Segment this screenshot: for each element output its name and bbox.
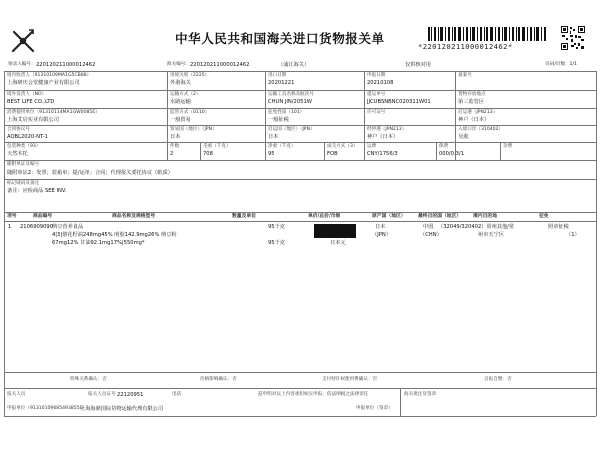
phone-label: 电话 [172, 392, 182, 397]
documents-label: 随附单证及编号 [7, 162, 40, 167]
declare-date-label: 申报日期 [367, 73, 386, 78]
item-spec-line2: 67mg12% 甘油92.1mg17%|550mg* [52, 240, 145, 246]
item-domestic-line2: 州市天宁区 [478, 232, 504, 238]
storage-label: 货物存放地点 [458, 92, 486, 97]
documents-value: 随附单证2：发票；装箱单；提/运单；合同；代理报关委托协议（纸质） [7, 170, 173, 176]
net-weight-value: 95 [268, 151, 275, 157]
transit-port-value: 神户（日本） [367, 134, 399, 140]
agent-seal-label: 申报单位（签章） [356, 406, 393, 411]
item-dest-line2: （CHN） [420, 232, 442, 238]
contract-label: 合同协议号 [7, 127, 30, 132]
pieces-label: 件数 [170, 144, 180, 149]
bill-of-lading-value: JJCUBSNBNC020311W01 [367, 99, 431, 105]
item-currency: 日本元 [330, 240, 346, 246]
declarant-cert-value: 22120951 [117, 391, 144, 398]
col-qty: 数量及单位 [232, 213, 256, 219]
deal-terms-label: 成交方式（3） [327, 144, 358, 149]
entry-port-value: 吴淞 [458, 134, 469, 140]
customs-remark-label: 海关批注及签章 [404, 392, 437, 397]
declarant-label: 报关人员 [7, 392, 26, 397]
record-label: 备案号 [458, 73, 472, 78]
misc-fee-value: 000/0.3/1 [439, 151, 464, 157]
freight-value: CNY/1756/3 [367, 151, 398, 157]
marks-value: 备注：应检商品 SEE INV. [7, 188, 67, 194]
trade-country-label: 贸易国（地区）（JPN） [170, 127, 217, 132]
col-seq: 项号 [7, 213, 17, 219]
form-title: 中华人民共和国海关进口货物报关单 [175, 31, 385, 46]
redacted-price [314, 224, 356, 238]
col-code: 商品编号 [33, 213, 53, 219]
price-impact: 价格影响确认：否 [200, 377, 237, 382]
item-origin-line1: 日本 [375, 224, 386, 230]
declaration-statement: 兹申明对以上内容承担如实申报、依法纳税之法律责任 [258, 392, 369, 397]
preentry-label: 预录入编号： [8, 62, 36, 67]
item-origin-line2: （JPN） [372, 232, 391, 238]
customs-no-label: 海关编号： [167, 62, 190, 67]
supervision-value: 一般贸易 [170, 117, 191, 123]
depart-country-value: 日本 [268, 134, 279, 140]
storage-value: 第三监管区 [458, 99, 484, 105]
entry-port-label: 入境口岸（310402） [458, 127, 504, 132]
declarant-cert-label: 报关人员证号 [88, 392, 116, 397]
verify-note: 仅供核对用 [405, 61, 431, 68]
customs-emblem [8, 26, 38, 56]
freight-label: 运费 [367, 144, 377, 149]
customs-no: 220120211000012462 [190, 61, 250, 68]
license-label: 许可证号 [367, 110, 386, 115]
consignee-value: 上海研庆会堂健康产业有限公司 [7, 80, 80, 86]
col-levy: 征免 [539, 213, 549, 219]
misc-fee-label: 杂费 [503, 144, 513, 149]
item-qty2: 95千克 [268, 240, 285, 246]
royalty-confirm: 支付特许权使用费确认：否 [322, 377, 378, 382]
col-origin: 原产国（地区） [372, 213, 406, 219]
shipper-value: BEST LIFE CO.,LTD [7, 99, 55, 105]
vessel-value: CHUN JIN/2051W [268, 99, 312, 105]
contract-value: AQBL2020-NT-1 [7, 134, 48, 140]
item-code: 2106909090 [20, 224, 54, 230]
deal-terms-value: FOB [327, 151, 338, 157]
insurance-label: 保费 [439, 144, 449, 149]
barcode-number: *220120211000012462* [418, 42, 513, 51]
import-date-label: 进口日期 [268, 73, 287, 78]
special-relation: 特殊关系确认：否 [70, 377, 107, 382]
consumer-label: 消费使用单位（91310114MA1GW0085E） [7, 110, 100, 115]
net-weight-label: 净重（千克） [268, 144, 296, 149]
item-levy-line2: （1） [566, 232, 580, 238]
item-dest-line1: 中国 [423, 224, 434, 230]
supervision-label: 监管方式（0110） [170, 110, 210, 115]
preentry-no: 220120211000012462 [36, 61, 96, 68]
origin-port-value: 神户（日本） [458, 117, 490, 123]
package-value: 天然木托 [7, 151, 28, 157]
item-qty1: 95千克 [268, 224, 285, 230]
item-levy-line1: 照章征税 [548, 224, 569, 230]
tax-nature-label: 征免性质（101） [268, 110, 305, 115]
tax-nature-value: 一般征税 [268, 117, 289, 123]
page-count: 页码/页数：1/1 [545, 62, 577, 67]
marks-label: 标记唛码及备注 [7, 181, 40, 186]
gross-weight-label: 毛重（千克） [203, 144, 231, 149]
transit-port-label: 经停港（JPN213） [367, 127, 407, 132]
consignee-label: 境内收货人（91310109MA1G5CB88） [7, 73, 92, 78]
vessel-label: 运输工具名称及航次号 [268, 92, 314, 97]
origin-port-label: 启运港（JPN213） [458, 110, 498, 115]
qr-code [561, 26, 585, 50]
gross-weight-value: 708 [203, 151, 213, 157]
shipper-label: 境外发货人（NO） [7, 92, 47, 97]
entry-port-customs-label: 进境关别（2225） [170, 73, 210, 78]
barcode [428, 26, 548, 40]
customs-office: （浦江海关） [278, 61, 310, 68]
col-domestic: 境内目的地 [473, 213, 497, 219]
import-date-value: 20201221 [268, 80, 295, 86]
trade-country-value: 日本 [170, 134, 181, 140]
transport-label: 运输方式（2） [170, 92, 201, 97]
pieces-value: 2 [170, 151, 174, 157]
self-declare: 自报自缴：否 [484, 377, 512, 382]
bill-of-lading-label: 提运单号 [367, 92, 386, 97]
item-domestic-line1: （32049/320402）常州其他/常 [438, 224, 515, 230]
depart-country-label: 启运国（地区）（JPN） [268, 127, 315, 132]
col-price: 单价/总价/币制 [308, 213, 341, 219]
item-spec-line1: 4|3|僖花籽油248mg45% 明胶142.9mg26% 纳豆粉 [52, 232, 177, 238]
col-name: 商品名称及规格型号 [112, 213, 156, 219]
package-label: 包装种类（93） [7, 144, 41, 149]
item-name: 纳豆营养食品 [52, 224, 84, 230]
item-seq: 1 [8, 224, 12, 230]
transport-value: 水路运输 [170, 99, 191, 105]
declare-date-value: 20210108 [367, 80, 394, 86]
agent-value: 上海海鼎国际货物运输代理有限公司 [80, 405, 164, 412]
col-dest: 最终目的国（地区） [418, 213, 462, 219]
agent-label: 申报单位（91310109685493855E） [7, 406, 88, 411]
consumer-value: 上海艾启实业有限公司 [7, 117, 59, 123]
entry-port-customs-value: 外港海关 [170, 80, 191, 86]
